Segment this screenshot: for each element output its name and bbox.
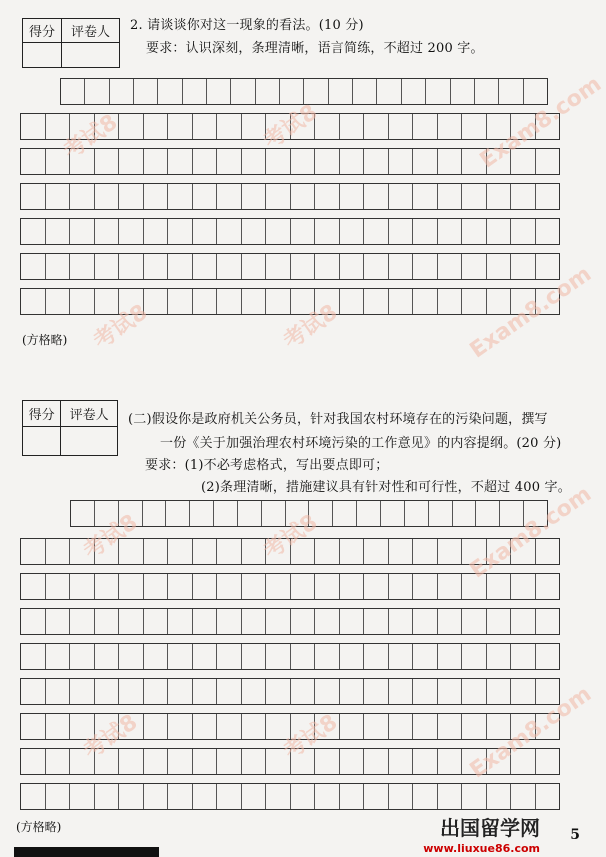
grid-row[interactable] <box>20 183 560 210</box>
page-number: 5 <box>570 827 580 843</box>
watermark-sub: Exam8.com <box>465 481 597 584</box>
question2-requirement: 要求：认识深刻，条理清晰，语言简练，不超过 200 字。 <box>146 41 484 56</box>
section2-line2: 一份《关于加强治理农村环境污染的工作意见》的内容提纲。(20 分) <box>160 436 562 451</box>
watermark-sub: Exam8.com <box>465 261 597 364</box>
footer-url[interactable]: www.liuxue86.com <box>423 842 540 855</box>
footer-strip <box>14 847 159 857</box>
watermark: 考试8 <box>279 709 343 765</box>
grid-row[interactable] <box>20 678 560 705</box>
footer-logo: 出国留学网 <box>440 816 540 840</box>
watermark: 考试8 <box>279 299 343 355</box>
watermark: 考试8 <box>89 299 153 355</box>
grader-cell[interactable] <box>62 43 120 68</box>
score-box-1 <box>22 18 120 68</box>
grid-row[interactable] <box>20 253 560 280</box>
watermark: 考试8 <box>259 99 323 155</box>
score-cell[interactable] <box>23 427 61 456</box>
score-cell[interactable] <box>23 43 62 68</box>
grid-omitted-note: (方格略) <box>22 333 68 347</box>
watermark: 考试8 <box>259 509 323 565</box>
section2-line3: 要求：(1)不必考虑格式，写出要点即可； <box>145 458 389 473</box>
grader-label: 评卷人 <box>61 401 118 427</box>
section2-line4: (2)条理清晰，措施建议具有针对性和可行性，不超过 400 字。 <box>201 480 571 495</box>
grader-cell[interactable] <box>61 427 118 456</box>
score-box-2 <box>22 400 118 456</box>
watermark-sub: Exam8.com <box>475 71 606 174</box>
grid-row[interactable] <box>20 783 560 810</box>
section2-line1: (二)假设你是政府机关公务员，针对我国农村环境存在的污染问题，撰写 <box>128 412 548 427</box>
score-label: 得分 <box>23 19 62 43</box>
grid-omitted-note: (方格略) <box>16 820 62 834</box>
question2-title: 2. 请谈谈你对这一现象的看法。(10 分) <box>130 18 364 33</box>
grid-row[interactable] <box>20 218 560 245</box>
score-label: 得分 <box>23 401 61 427</box>
grid-row[interactable] <box>20 288 560 315</box>
grid-row[interactable] <box>20 643 560 670</box>
watermark: 考试8 <box>59 109 123 165</box>
watermark: 考试8 <box>79 509 143 565</box>
grid-row[interactable] <box>20 608 560 635</box>
watermark-sub: Exam8.com <box>465 681 597 784</box>
watermark: 考试8 <box>79 709 143 765</box>
grader-label: 评卷人 <box>62 19 120 43</box>
